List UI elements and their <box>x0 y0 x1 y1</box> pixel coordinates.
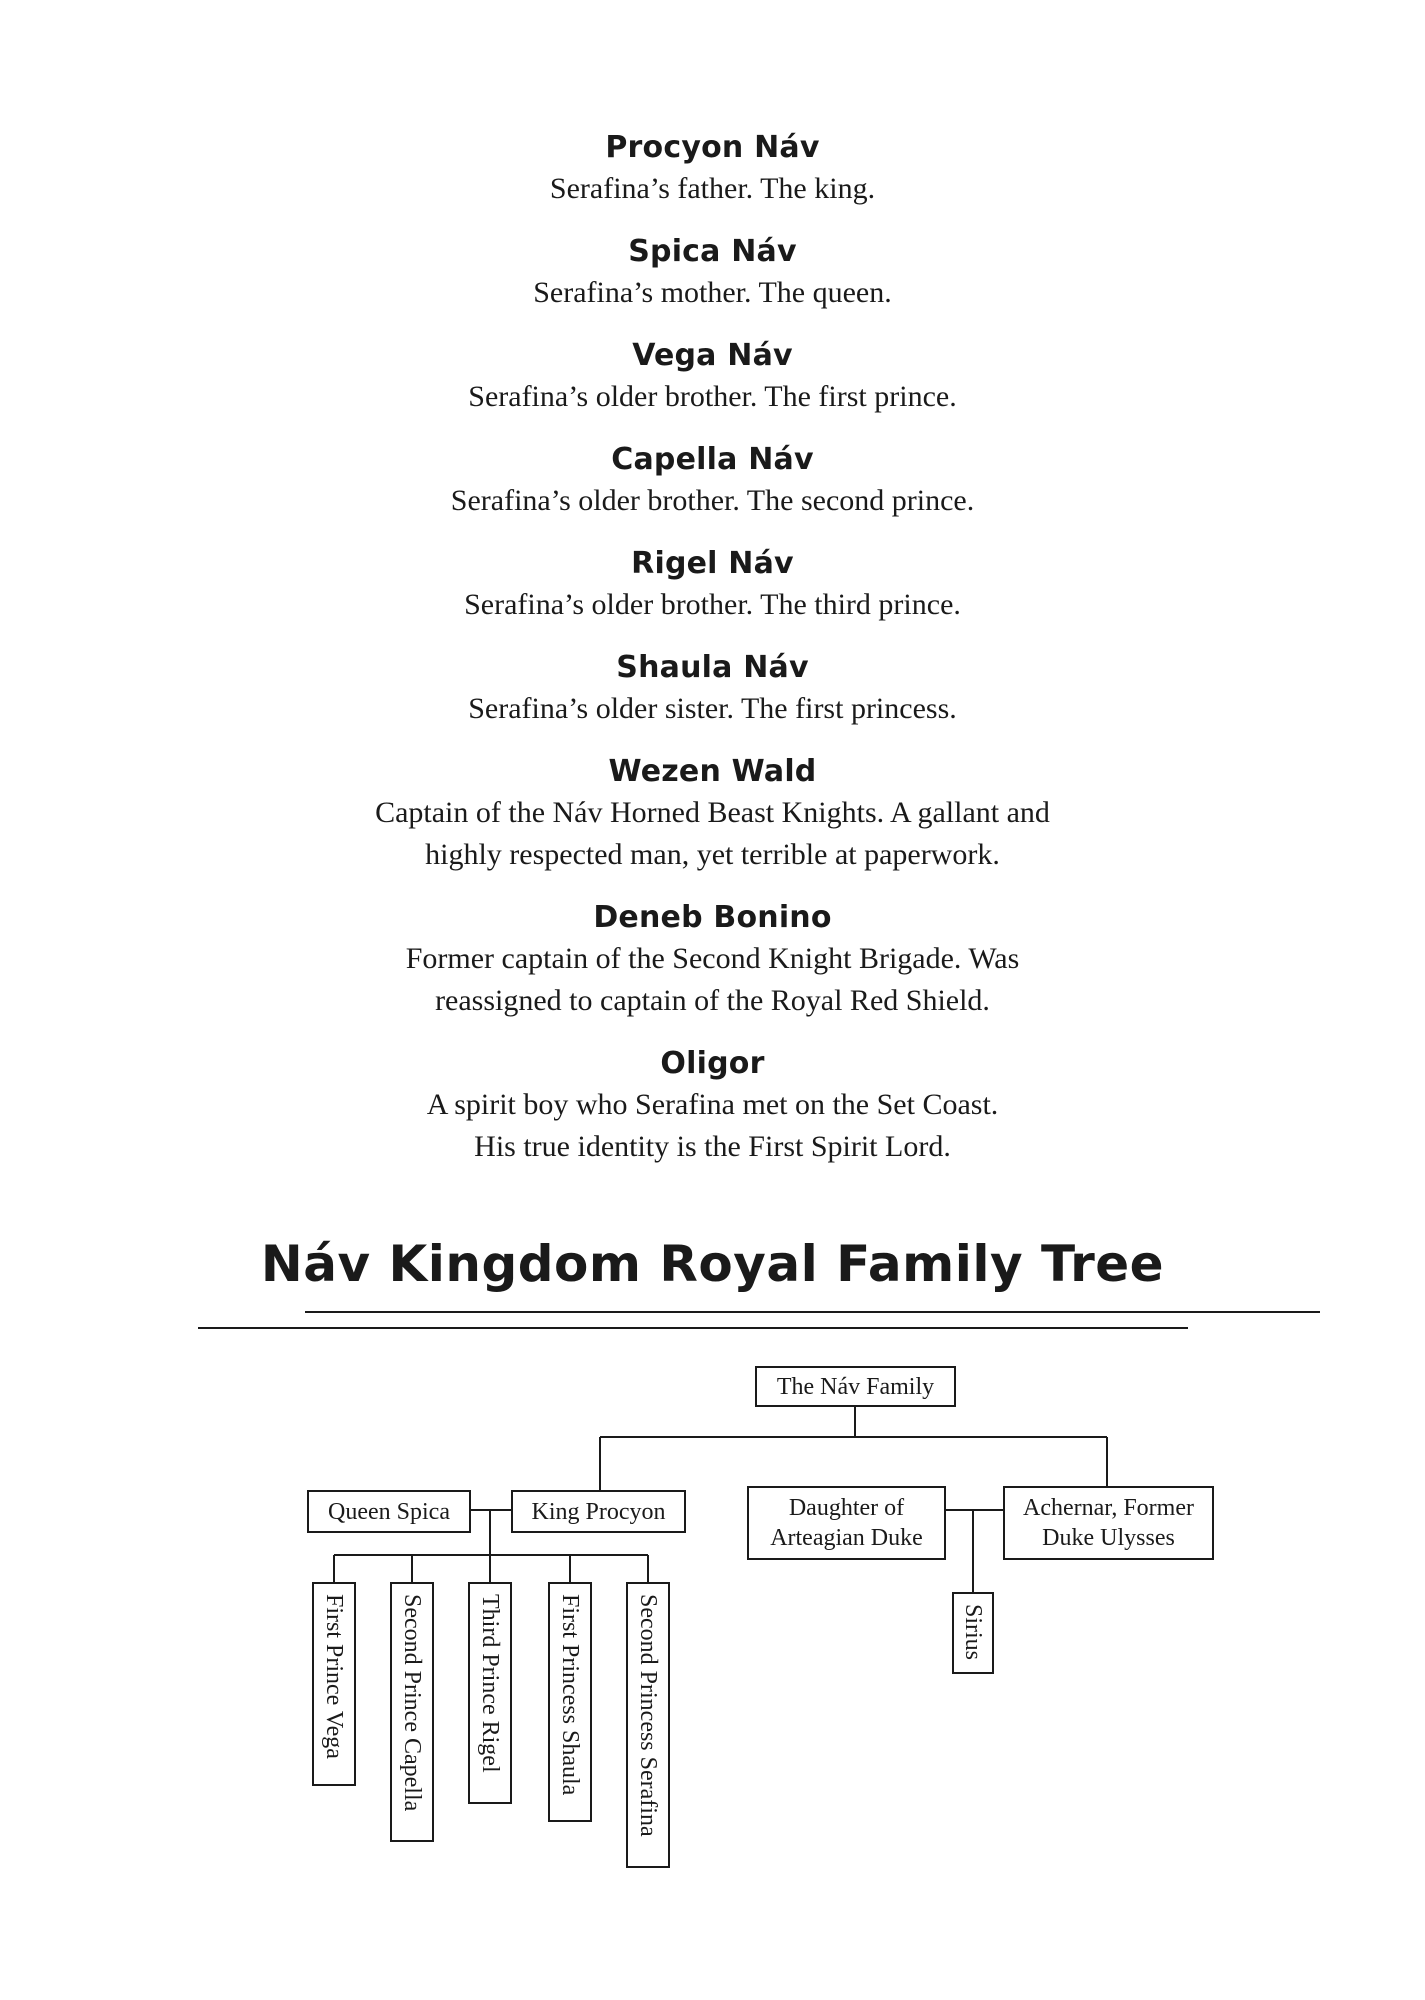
node-label: First Prince Vega <box>321 1594 347 1759</box>
node-achernar: Achernar, Former Duke Ulysses <box>1003 1486 1214 1560</box>
character-name: Rigel Náv <box>631 546 794 581</box>
character-name: Oligor <box>660 1046 765 1081</box>
character-entry <box>0 128 1425 210</box>
character-entry <box>0 752 1425 876</box>
character-description: Serafina’s father. The king. <box>549 172 876 205</box>
character-description: A spirit boy who Serafina met on the Set Coast. His true identity is the First Spirit Lord. <box>426 1088 999 1163</box>
character-description: Serafina’s older brother. The first prince. <box>468 380 957 413</box>
character-description: Former captain of the Second Knight Brigade. Was reassigned to captain of the Royal Red Shield. <box>405 942 1020 1017</box>
character-entry <box>0 898 1425 1022</box>
node-king-procyon: King Procyon <box>511 1490 686 1533</box>
character-entry <box>0 232 1425 314</box>
character-description: Serafina’s older brother. The second prince. <box>450 484 975 517</box>
node-third-prince-rigel <box>468 1582 512 1804</box>
node-label: First Princess Shaula <box>557 1594 583 1796</box>
character-description: Captain of the Náv Horned Beast Knights. A gallant and highly respected man, yet terrible at paperwork. <box>375 796 1050 871</box>
node-queen-spica: Queen Spica <box>307 1490 471 1533</box>
character-entry <box>0 440 1425 522</box>
node-label: Second Prince Capella <box>399 1594 425 1812</box>
node-first-prince-vega <box>312 1582 356 1786</box>
character-name: Vega Náv <box>632 338 793 373</box>
character-description: Serafina’s mother. The queen. <box>533 276 892 309</box>
node-first-princess-shaula <box>548 1582 592 1822</box>
title-rule-lower <box>198 1327 1188 1329</box>
character-name: Wezen Wald <box>608 754 817 789</box>
character-name: Capella Náv <box>611 442 814 477</box>
character-entry <box>0 1044 1425 1168</box>
node-second-princess-serafina <box>626 1582 670 1868</box>
node-duke-daughter: Daughter of Arteagian Duke <box>747 1486 946 1560</box>
character-name: Shaula Náv <box>616 650 809 685</box>
character-entry <box>0 648 1425 730</box>
character-entry <box>0 336 1425 418</box>
node-label: Sirius <box>960 1604 986 1661</box>
title-rule-upper <box>305 1311 1320 1313</box>
character-description: Serafina’s older brother. The third prince. <box>464 588 961 621</box>
character-description: Serafina’s older sister. The first princess. <box>468 692 957 725</box>
character-entry <box>0 544 1425 626</box>
character-list <box>0 128 1425 1190</box>
node-nav-family: The Náv Family <box>755 1366 956 1407</box>
node-label: Third Prince Rigel <box>477 1594 503 1773</box>
character-name: Procyon Náv <box>605 130 820 165</box>
family-tree-title: Náv Kingdom Royal Family Tree <box>260 1235 1165 1293</box>
node-label: Second Princess Serafina <box>635 1594 661 1837</box>
node-sirius <box>952 1592 994 1674</box>
node-second-prince-capella <box>390 1582 434 1842</box>
character-name: Deneb Bonino <box>593 900 832 935</box>
character-name: Spica Náv <box>628 234 797 269</box>
